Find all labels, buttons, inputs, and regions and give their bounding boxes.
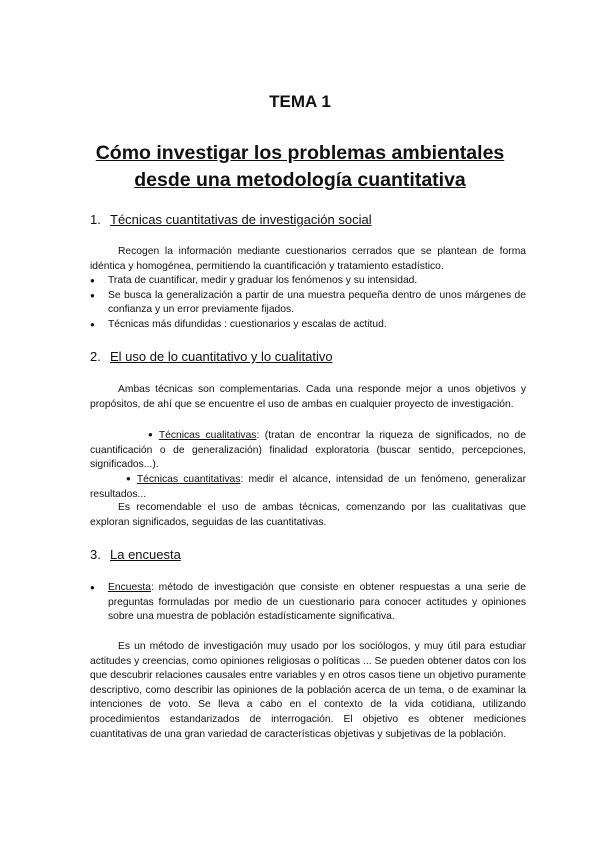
list-item xyxy=(90,581,526,625)
section-2-intro: Ambas técnicas son complementarias. Cada una responde mejor a unos objetivos y propósitos, de ahí que se encuentre el uso de ambas en cualquier proyecto de investigación. xyxy=(90,384,526,410)
qualitative-text: : (tratan de encontrar la riqueza de significados, no de cuantificación o de generalización) finalidad exploratoria (buscar sentido, percepciones, significados...). xyxy=(90,430,526,471)
section-3-definition-list xyxy=(90,581,526,625)
qualitative-term: Técnicas cualitativas xyxy=(158,430,257,441)
section-3-number: 3. xyxy=(90,547,101,562)
list-item: ● Se busca la generalización a partir de una muestra pequeña dentro de unos márgenes de confianza y un error previamente fijados. xyxy=(90,289,526,318)
title-line-2: desde una metodología cuantitativa xyxy=(134,169,466,191)
bullet-icon: ● xyxy=(126,474,131,483)
survey-definition: : método de investigación que consiste en obtener respuestas a una serie de preguntas formuladas por medio de un cuestionario para conocer actitudes y opiniones sobre una muestra de población estadísticamente significativa. xyxy=(108,582,526,623)
list-item: ● Trata de cuantificar, medir y graduar los fenómenos y su intensidad. xyxy=(90,274,526,289)
section-3-heading xyxy=(90,547,181,562)
quantitative-text: : medir el alcance, intensidad de un fenómeno, generalizar resultados... xyxy=(90,474,526,500)
quantitative-techniques xyxy=(90,472,526,502)
section-2-number: 2. xyxy=(90,349,101,364)
section-1-number: 1. xyxy=(90,212,101,227)
quantitative-term: Técnicas cuantitativas xyxy=(136,474,241,485)
section-2-closing: Es recomendable el uso de ambas técnicas, comenzando por las cualitativas que exploran significados, seguidas de las cuantitativas. xyxy=(90,502,526,528)
section-1-title: Técnicas cuantitativas de investigación social xyxy=(110,212,372,227)
section-2-title: El uso de lo cuantitativo y lo cualitativo xyxy=(110,349,333,364)
title-line-1: Cómo investigar los problemas ambientales xyxy=(95,142,505,164)
section-3-paragraph: Es un método de investigación muy usado por los sociólogos, y muy útil para estudiar actitudes y creencias, como opiniones religiosas o políticas ... Se pueden obtener datos con los que descubrir relaciones causales entre variables y en otros casos tiene un objetivo puramente descriptivo, como describir las opiniones de la población acerca de un tema, o de examinar la intenciones de voto. Se lleva a cabo en el contexto de la vida cotidiana, utilizando procedimientos estandarizados de interrogación. El objetivo es obtener mediciones cuantitativas de una gran variedad de características objetivas y subjetivas de la población. xyxy=(90,641,526,740)
list-item: ● Técnicas más difundidas : cuestionarios y escalas de actitud. xyxy=(90,318,526,333)
section-1-bullet-list xyxy=(90,274,526,332)
topic-number: TEMA 1 xyxy=(269,92,331,111)
section-3-title: La encuesta xyxy=(110,547,181,562)
section-1-heading xyxy=(90,212,372,227)
section-1-intro: Recogen la información mediante cuestionarios cerrados que se plantean de forma idéntica y homogénea, permitiendo la cuantificación y tratamiento estadístico. xyxy=(90,246,526,272)
bullet-icon: ● xyxy=(148,430,153,439)
survey-term: Encuesta xyxy=(108,582,151,593)
section-2-heading xyxy=(90,349,333,364)
qualitative-techniques xyxy=(90,428,526,473)
page-title xyxy=(60,140,540,194)
